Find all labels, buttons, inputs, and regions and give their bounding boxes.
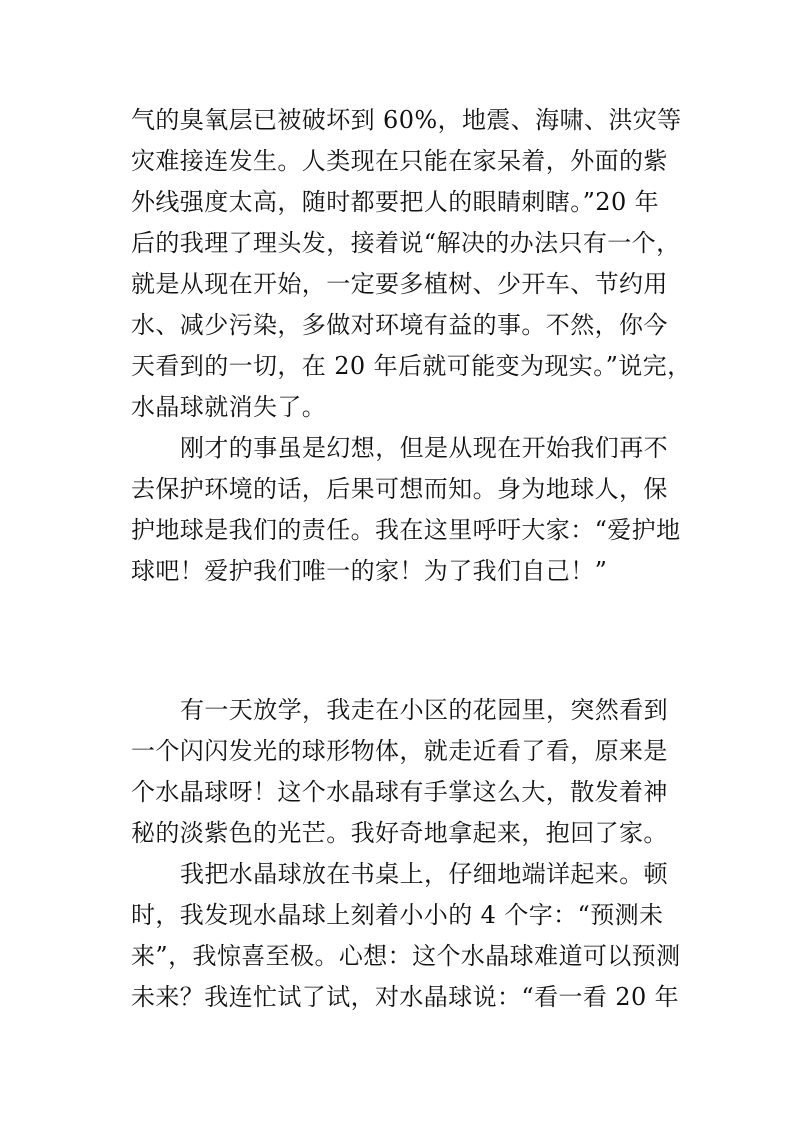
text-section-lower	[131, 690, 681, 1018]
text-line: 后的我理了理头发，接着说“解决的办法只有一个，	[131, 229, 681, 257]
text-section-upper	[131, 100, 692, 592]
text-line: 去保护环境的话，后果可想而知。身为地球人，保	[131, 475, 668, 503]
text-line: 个水晶球呀！这个水晶球有手掌这么大，散发着神	[131, 778, 668, 806]
text-line: 一个闪闪发光的球形物体，就走近看了看，原来是	[131, 737, 668, 765]
text-line: 灾难接连发生。人类现在只能在家呆着，外面的紫	[131, 147, 668, 175]
text-line: 天看到的一切，在 20 年后就可能变为现实。”说完，	[131, 352, 692, 380]
text-line: 球吧！爱护我们唯一的家！为了我们自己！”	[131, 557, 608, 585]
text-line: 来”，我惊喜至极。心想：这个水晶球难道可以预测	[131, 942, 681, 970]
text-line: 我把水晶球放在书桌上，仔细地端详起来。顿	[180, 860, 668, 888]
text-line: 刚才的事虽是幻想，但是从现在开始我们再不	[180, 434, 668, 462]
text-line: 就是从现在开始，一定要多植树、少开车、节约用	[131, 270, 668, 298]
text-line: 未来？我连忙试了试，对水晶球说：“看一看 20 年	[131, 983, 680, 1011]
text-line: 时，我发现水晶球上刻着小小的 4 个字：“预测未	[131, 901, 664, 929]
text-line: 外线强度太高，随时都要把人的眼睛刺瞎。”20 年	[131, 188, 660, 216]
text-line: 护地球是我们的责任。我在这里呼吁大家：“爱护地	[131, 516, 681, 544]
text-line: 秘的淡紫色的光芒。我好奇地拿起来，抱回了家。	[131, 819, 668, 847]
text-line: 水晶球就消失了。	[131, 393, 327, 421]
text-line: 有一天放学，我走在小区的花园里，突然看到	[180, 696, 668, 724]
text-line: 气的臭氧层已被破坏到 60%，地震、海啸、洪灾等	[131, 106, 682, 134]
text-line: 水、减少污染，多做对环境有益的事。不然，你今	[131, 311, 668, 339]
